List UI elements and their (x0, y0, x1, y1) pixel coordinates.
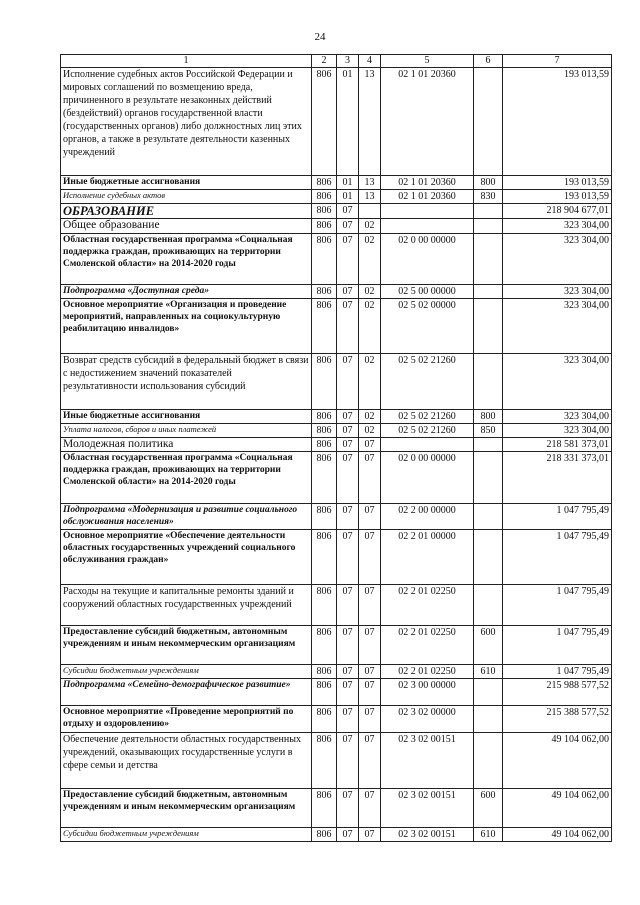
table-row (61, 504, 612, 530)
item-name-cell: Субсидии бюджетным учреждениям (61, 828, 312, 842)
amount-cell: 1 047 795,49 (503, 504, 612, 530)
subsection-code-cell: 07 (359, 679, 381, 706)
amount-cell: 218 581 373,01 (503, 438, 612, 452)
item-name-cell: Расходы на текущие и капитальные ремонты зданий и сооружений областных государственных учреждений (61, 585, 312, 626)
table-row (61, 828, 612, 842)
table-row (61, 626, 612, 665)
expense-type-cell (474, 706, 503, 733)
item-name-cell: Обеспечение деятельности областных государственных учреждений, оказывающих государственные услуги в сфере семьи и детства (61, 733, 312, 789)
ministry-code-cell: 806 (312, 828, 337, 842)
target-article-cell: 02 2 01 02250 (381, 626, 474, 665)
section-code-cell: 07 (337, 299, 359, 354)
amount-cell: 1 047 795,49 (503, 626, 612, 665)
target-article-cell: 02 2 01 00000 (381, 530, 474, 585)
target-article-cell: 02 1 01 20360 (381, 190, 474, 204)
section-code-cell: 07 (337, 828, 359, 842)
expense-type-cell (474, 452, 503, 504)
amount-cell: 1 047 795,49 (503, 530, 612, 585)
amount-cell: 323 304,00 (503, 299, 612, 354)
expense-type-cell (474, 504, 503, 530)
item-name-cell: Исполнение судебных актов Российской Федерации и мировых соглашений по возмещению вреда, причиненного в результате незаконных действий (бездействий) органов государственной власти (государственных органов) либо должностных лиц этих органов, а также в результате деятельности казенных учреждений (61, 68, 312, 176)
expense-type-cell: 800 (474, 176, 503, 190)
target-article-cell: 02 3 02 00151 (381, 828, 474, 842)
section-code-cell: 01 (337, 190, 359, 204)
expense-type-cell: 610 (474, 665, 503, 679)
section-code-cell: 07 (337, 789, 359, 828)
expense-type-cell: 850 (474, 424, 503, 438)
ministry-code-cell: 806 (312, 438, 337, 452)
section-code-cell: 07 (337, 585, 359, 626)
budget-table (60, 54, 612, 842)
ministry-code-cell: 806 (312, 68, 337, 176)
table-row (61, 299, 612, 354)
item-name-cell: Возврат средств субсидий в федеральный бюджет в связи с недостижением значений показателей результативности использования субсидий (61, 354, 312, 410)
expense-type-cell: 800 (474, 410, 503, 424)
expense-type-cell: 830 (474, 190, 503, 204)
table-row (61, 410, 612, 424)
table-row (61, 234, 612, 285)
table-row (61, 176, 612, 190)
ministry-code-cell: 806 (312, 626, 337, 665)
header-cell-4: 4 (359, 55, 381, 68)
ministry-code-cell: 806 (312, 410, 337, 424)
expense-type-cell (474, 234, 503, 285)
expense-type-cell (474, 299, 503, 354)
ministry-code-cell: 806 (312, 530, 337, 585)
subsection-code-cell: 02 (359, 354, 381, 410)
subsection-code-cell: 07 (359, 665, 381, 679)
ministry-code-cell: 806 (312, 299, 337, 354)
section-code-cell: 07 (337, 234, 359, 285)
table-row (61, 424, 612, 438)
subsection-code-cell: 13 (359, 176, 381, 190)
ministry-code-cell: 806 (312, 190, 337, 204)
table-row (61, 530, 612, 585)
expense-type-cell (474, 585, 503, 626)
header-cell-6: 6 (474, 55, 503, 68)
target-article-cell (381, 219, 474, 234)
subsection-code-cell: 07 (359, 585, 381, 626)
subsection-code-cell: 13 (359, 190, 381, 204)
ministry-code-cell: 806 (312, 679, 337, 706)
subsection-code-cell: 07 (359, 828, 381, 842)
target-article-cell: 02 5 02 00000 (381, 299, 474, 354)
item-name-cell: Предоставление субсидий бюджетным, автономным учреждениям и иным некоммерческим организациям (61, 626, 312, 665)
subsection-code-cell: 07 (359, 706, 381, 733)
table-row (61, 706, 612, 733)
item-name-cell: Общее образование (61, 219, 312, 234)
item-name-cell: Исполнение судебных актов (61, 190, 312, 204)
amount-cell: 218 331 373,01 (503, 452, 612, 504)
expense-type-cell (474, 530, 503, 585)
expense-type-cell: 600 (474, 626, 503, 665)
expense-type-cell (474, 438, 503, 452)
amount-cell: 215 988 577,52 (503, 679, 612, 706)
target-article-cell: 02 5 02 21260 (381, 410, 474, 424)
section-code-cell: 07 (337, 285, 359, 299)
target-article-cell (381, 204, 474, 219)
amount-cell: 1 047 795,49 (503, 665, 612, 679)
item-name-cell: Основное мероприятие «Организация и проведение мероприятий, направленных на социокультурную реабилитацию инвалидов» (61, 299, 312, 354)
subsection-code-cell: 02 (359, 299, 381, 354)
subsection-code-cell (359, 204, 381, 219)
ministry-code-cell: 806 (312, 789, 337, 828)
item-name-cell: ОБРАЗОВАНИЕ (61, 204, 312, 219)
table-row (61, 585, 612, 626)
amount-cell: 1 047 795,49 (503, 585, 612, 626)
amount-cell: 215 388 577,52 (503, 706, 612, 733)
item-name-cell: Подпрограмма «Модернизация и развитие социального обслуживания населения» (61, 504, 312, 530)
expense-type-cell: 600 (474, 789, 503, 828)
target-article-cell: 02 2 00 00000 (381, 504, 474, 530)
item-name-cell: Областная государственная программа «Социальная поддержка граждан, проживающих на территории Смоленской области» на 2014-2020 годы (61, 234, 312, 285)
table-row (61, 219, 612, 234)
target-article-cell: 02 3 00 00000 (381, 679, 474, 706)
subsection-code-cell: 07 (359, 733, 381, 789)
item-name-cell: Областная государственная программа «Социальная поддержка граждан, проживающих на территории Смоленской области» на 2014-2020 годы (61, 452, 312, 504)
amount-cell: 49 104 062,00 (503, 828, 612, 842)
table-row (61, 789, 612, 828)
header-cell-7: 7 (503, 55, 612, 68)
section-code-cell: 07 (337, 410, 359, 424)
subsection-code-cell: 07 (359, 504, 381, 530)
subsection-code-cell: 07 (359, 626, 381, 665)
amount-cell: 193 013,59 (503, 68, 612, 176)
section-code-cell: 07 (337, 424, 359, 438)
ministry-code-cell: 806 (312, 706, 337, 733)
expense-type-cell (474, 68, 503, 176)
target-article-cell: 02 0 00 00000 (381, 234, 474, 285)
amount-cell: 323 304,00 (503, 354, 612, 410)
ministry-code-cell: 806 (312, 234, 337, 285)
subsection-code-cell: 02 (359, 285, 381, 299)
section-code-cell: 07 (337, 626, 359, 665)
expense-type-cell: 610 (474, 828, 503, 842)
section-code-cell: 01 (337, 176, 359, 190)
subsection-code-cell: 07 (359, 789, 381, 828)
target-article-cell (381, 438, 474, 452)
expense-type-cell (474, 219, 503, 234)
subsection-code-cell: 07 (359, 438, 381, 452)
amount-cell: 49 104 062,00 (503, 733, 612, 789)
item-name-cell: Подпрограмма «Доступная среда» (61, 285, 312, 299)
table-row (61, 354, 612, 410)
ministry-code-cell: 806 (312, 176, 337, 190)
subsection-code-cell: 13 (359, 68, 381, 176)
item-name-cell: Основное мероприятие «Обеспечение деятельности областных государственных учреждений социального обслуживания граждан» (61, 530, 312, 585)
amount-cell: 193 013,59 (503, 176, 612, 190)
table-row (61, 68, 612, 176)
ministry-code-cell: 806 (312, 219, 337, 234)
table-row (61, 438, 612, 452)
section-code-cell: 07 (337, 665, 359, 679)
subsection-code-cell: 02 (359, 424, 381, 438)
section-code-cell: 07 (337, 733, 359, 789)
subsection-code-cell: 07 (359, 452, 381, 504)
expense-type-cell (474, 285, 503, 299)
section-code-cell: 07 (337, 438, 359, 452)
target-article-cell: 02 1 01 20360 (381, 68, 474, 176)
ministry-code-cell: 806 (312, 424, 337, 438)
expense-type-cell (474, 354, 503, 410)
target-article-cell: 02 2 01 02250 (381, 585, 474, 626)
target-article-cell: 02 3 02 00000 (381, 706, 474, 733)
ministry-code-cell: 806 (312, 452, 337, 504)
header-cell-1: 1 (61, 55, 312, 68)
section-code-cell: 01 (337, 68, 359, 176)
target-article-cell: 02 3 02 00151 (381, 789, 474, 828)
item-name-cell: Уплата налогов, сборов и иных платежей (61, 424, 312, 438)
table-row (61, 665, 612, 679)
amount-cell: 323 304,00 (503, 410, 612, 424)
expense-type-cell (474, 679, 503, 706)
table-row (61, 285, 612, 299)
table-row (61, 190, 612, 204)
ministry-code-cell: 806 (312, 354, 337, 410)
section-code-cell: 07 (337, 504, 359, 530)
amount-cell: 218 904 677,01 (503, 204, 612, 219)
column-number-header-row (61, 55, 612, 68)
section-code-cell: 07 (337, 679, 359, 706)
section-code-cell: 07 (337, 706, 359, 733)
ministry-code-cell: 806 (312, 665, 337, 679)
expense-type-cell (474, 204, 503, 219)
item-name-cell: Основное мероприятие «Проведение мероприятий по отдыху и оздоровлению» (61, 706, 312, 733)
item-name-cell: Иные бюджетные ассигнования (61, 410, 312, 424)
amount-cell: 323 304,00 (503, 219, 612, 234)
target-article-cell: 02 5 02 21260 (381, 354, 474, 410)
item-name-cell: Иные бюджетные ассигнования (61, 176, 312, 190)
ministry-code-cell: 806 (312, 733, 337, 789)
table-row (61, 679, 612, 706)
page-number: 24 (314, 31, 326, 43)
section-code-cell: 07 (337, 204, 359, 219)
item-name-cell: Молодежная политика (61, 438, 312, 452)
section-code-cell: 07 (337, 530, 359, 585)
table-row (61, 733, 612, 789)
subsection-code-cell: 02 (359, 234, 381, 285)
amount-cell: 323 304,00 (503, 424, 612, 438)
subsection-code-cell: 02 (359, 219, 381, 234)
amount-cell: 193 013,59 (503, 190, 612, 204)
ministry-code-cell: 806 (312, 585, 337, 626)
amount-cell: 323 304,00 (503, 234, 612, 285)
expense-type-cell (474, 733, 503, 789)
item-name-cell: Субсидии бюджетным учреждениям (61, 665, 312, 679)
ministry-code-cell: 806 (312, 285, 337, 299)
header-cell-5: 5 (381, 55, 474, 68)
header-cell-2: 2 (312, 55, 337, 68)
target-article-cell: 02 5 02 21260 (381, 424, 474, 438)
ministry-code-cell: 806 (312, 204, 337, 219)
section-code-cell: 07 (337, 219, 359, 234)
item-name-cell: Подпрограмма «Семейно-демографическое развитие» (61, 679, 312, 706)
section-code-cell: 07 (337, 452, 359, 504)
target-article-cell: 02 3 02 00151 (381, 733, 474, 789)
item-name-cell: Предоставление субсидий бюджетным, автономным учреждениям и иным некоммерческим организациям (61, 789, 312, 828)
target-article-cell: 02 5 00 00000 (381, 285, 474, 299)
amount-cell: 323 304,00 (503, 285, 612, 299)
table-row (61, 204, 612, 219)
target-article-cell: 02 2 01 02250 (381, 665, 474, 679)
header-cell-3: 3 (337, 55, 359, 68)
section-code-cell: 07 (337, 354, 359, 410)
target-article-cell: 02 1 01 20360 (381, 176, 474, 190)
target-article-cell: 02 0 00 00000 (381, 452, 474, 504)
amount-cell: 49 104 062,00 (503, 789, 612, 828)
subsection-code-cell: 02 (359, 410, 381, 424)
table-row (61, 452, 612, 504)
ministry-code-cell: 806 (312, 504, 337, 530)
subsection-code-cell: 07 (359, 530, 381, 585)
